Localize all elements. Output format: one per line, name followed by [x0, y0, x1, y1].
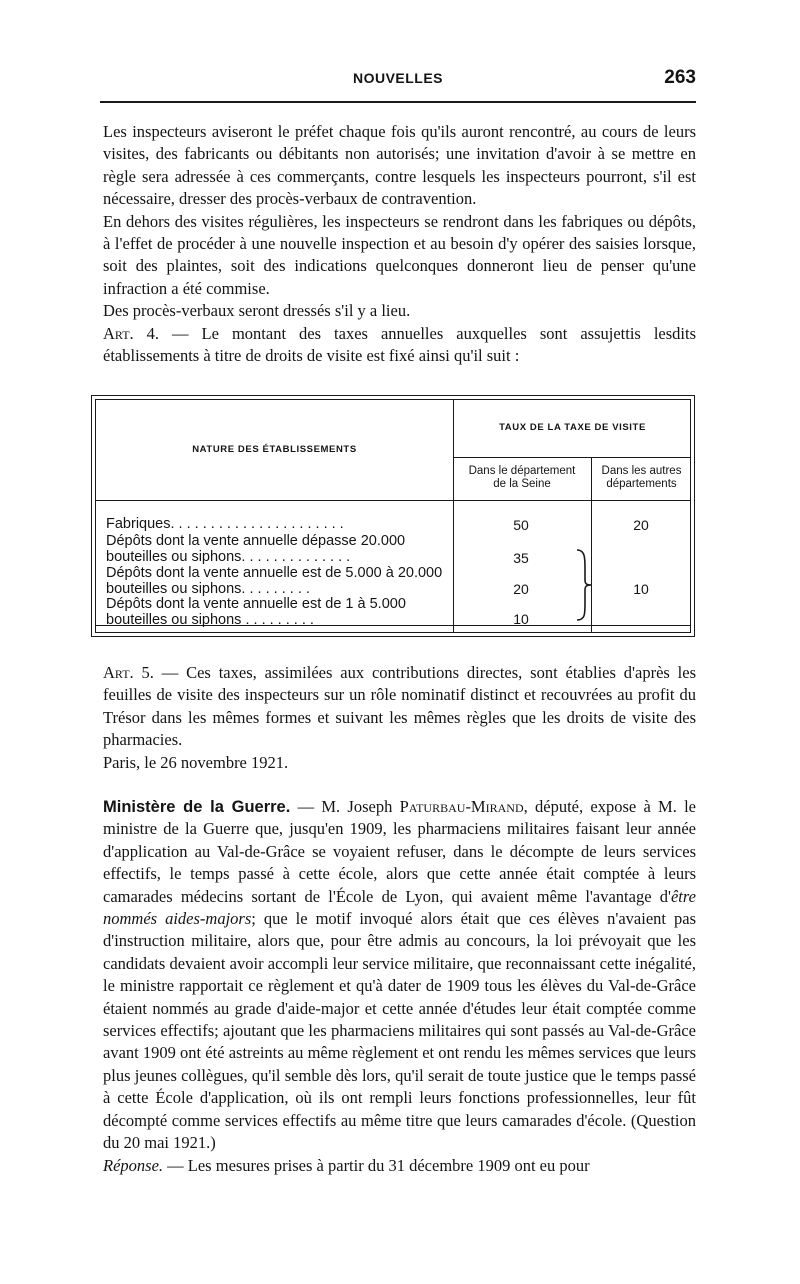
- ministere-text-a: , député, expose à M. le ministre de la Guerre que, jusqu'en 1909, les pharmaciens militaires faisant leur année d'application au Val-de-Grâce se voyaient refuser, dans le décompte de leurs services effectifs, le temps passé à cette école, alors que cette année était comptée à leurs camarades médecins sortant de l'École de Lyon, qui avaient même l'avantage d': [103, 797, 697, 906]
- paragraph-visites: En dehors des visites régulières, les inspecteurs se rendront dans les fabriques ou dépôts, à l'effet de procéder à une nouvelle inspection et au besoin d'y opérer des saisies lorsque, soit des plaintes, soit des indications quelconques donneront lieu de penser qu'une infraction a été commise.: [103, 211, 696, 298]
- paragraph-art4: [103, 323, 696, 368]
- art5-label: Art. 5.: [103, 663, 154, 682]
- paragraph-proces-verbaux: Des procès-verbaux seront dressés s'il y a lieu.: [103, 301, 411, 321]
- brace-icon: [573, 548, 595, 622]
- running-title: NOUVELLES: [352, 70, 444, 86]
- table-header-autres: [591, 465, 692, 491]
- table-header-seine-line2: de la Seine: [493, 478, 551, 490]
- paragraph-inspecteurs: Les inspecteurs aviseront le préfet chaque fois qu'ils auront rencontré, au cours de leurs visites, des fabricants ou débitants non autorisés; une invitation d'avoir à se mettre en règle sera adressée à ces commerçants, contre lesquels les inspecteurs pourront, s'il est nécessaire, dresser des procès-verbaux de contravention.: [103, 122, 696, 209]
- ministere-lead: Ministère de la Guerre.: [103, 798, 291, 816]
- table-header-nature: NATURE DES ÉTABLISSEMENTS: [192, 444, 357, 455]
- table-header-seine-line1: Dans le département: [468, 465, 576, 477]
- paragraph-ministere: [103, 796, 696, 1155]
- table-row-fabriques-autres: 20: [633, 517, 649, 533]
- table-header-seine: [453, 465, 591, 491]
- table-row-depots-1-label: Dépôts dont la vente annuelle est de 1 à 5.000 bouteilles ou siphons . . . . . . . . .: [106, 596, 406, 628]
- ministere-block: [103, 796, 696, 1177]
- art5-text: — Ces taxes, assimilées aux contributions directes, sont établies d'après les feuilles de visite des inspecteurs sur un rôle nominatif distinct et recouvrées au profit du Trésor dans les mêmes formes et suivant les mêmes règles que les droits de visite des pharmacies.: [103, 663, 696, 750]
- reponse-text: — Les mesures prises à partir du 31 décembre 1909 ont eu pour: [163, 1155, 590, 1175]
- paragraph-art5: [103, 662, 696, 752]
- art4-text: — Le montant des taxes annuelles auxquelles sont assujettis lesdits établissements à titre de droits de visite est fixé ainsi qu'il suit :: [103, 323, 697, 366]
- table-hline-header: [96, 500, 690, 501]
- page-number: 263: [664, 67, 696, 88]
- tax-table: [91, 395, 695, 637]
- date-line: Paris, le 26 novembre 1921.: [103, 752, 289, 772]
- tax-table-inner-frame: [95, 399, 691, 633]
- table-header-taux: TAUX DE LA TAXE DE VISITE: [499, 422, 646, 433]
- table-row-depots-1-seine: 10: [513, 611, 529, 627]
- table-hline-taux: [453, 457, 690, 458]
- table-row-fabriques-seine: 50: [513, 517, 529, 533]
- depute-name: Paturbau-Mirand: [399, 797, 524, 816]
- art4-label: Art. 4.: [103, 323, 160, 343]
- ministere-italic: être nommés aides-majors: [103, 886, 696, 929]
- table-row-depots-5000-label: Dépôts dont la vente annuelle est de 5.000 à 20.000 bouteilles ou siphons. . . . . . . . .: [106, 565, 443, 597]
- running-head: [100, 68, 696, 94]
- table-row-depots-5000-seine: 20: [513, 581, 529, 597]
- table-header-autres-line1: Dans les autres: [601, 465, 682, 477]
- lower-text-block: [103, 662, 696, 774]
- header-rule: [100, 101, 696, 103]
- ministere-dash: — M. Joseph: [290, 797, 400, 816]
- table-row-fabriques-label: Fabriques. . . . . . . . . . . . . . . . . . . . . .: [106, 516, 344, 532]
- table-row-depots-20000-label: Dépôts dont la vente annuelle dépasse 20.000 bouteilles ou siphons. . . . . . . . . . . . . .: [106, 533, 406, 565]
- table-row-depots-5000-autres: 10: [633, 581, 649, 597]
- table-header-autres-line2: départements: [606, 478, 677, 490]
- paragraph-reponse: [103, 1155, 696, 1177]
- table-row-depots-20000-seine: 35: [513, 550, 529, 566]
- reponse-label: Réponse.: [103, 1155, 164, 1175]
- ministere-text-b: ; que le motif invoqué alors était que ces élèves n'avaient pas d'instruction militaire, alors que, pour être admis au concours, la loi prévoyait que les candidats devaient avoir accompli leur service militaire, que reconnaissant cette inégalité, le ministre rapportait ce règlement et qu'à dater de 1909 tous les élèves du Val-de-Grâce étaient nommés au grade d'aide-major et cette année d'études leur était comptée comme services effectifs; ajoutant que les pharmaciens militaires qui sont passés au Val-de-Grâce avant 1909 ont été astreints au même règlement et ont rendu les mêmes services que leurs plus jeunes collègues, qu'il semble dès lors, qu'il serait de toute justice que le temps passé à cette École d'application, où ils ont rempli leurs fonctions professionnelles, leur fût décompté comme services effectifs au même titre que leurs camarades d'école. (Question du 20 mai 1921.): [103, 909, 696, 1153]
- table-vline-nature: [453, 400, 454, 632]
- top-text-block: [103, 121, 696, 367]
